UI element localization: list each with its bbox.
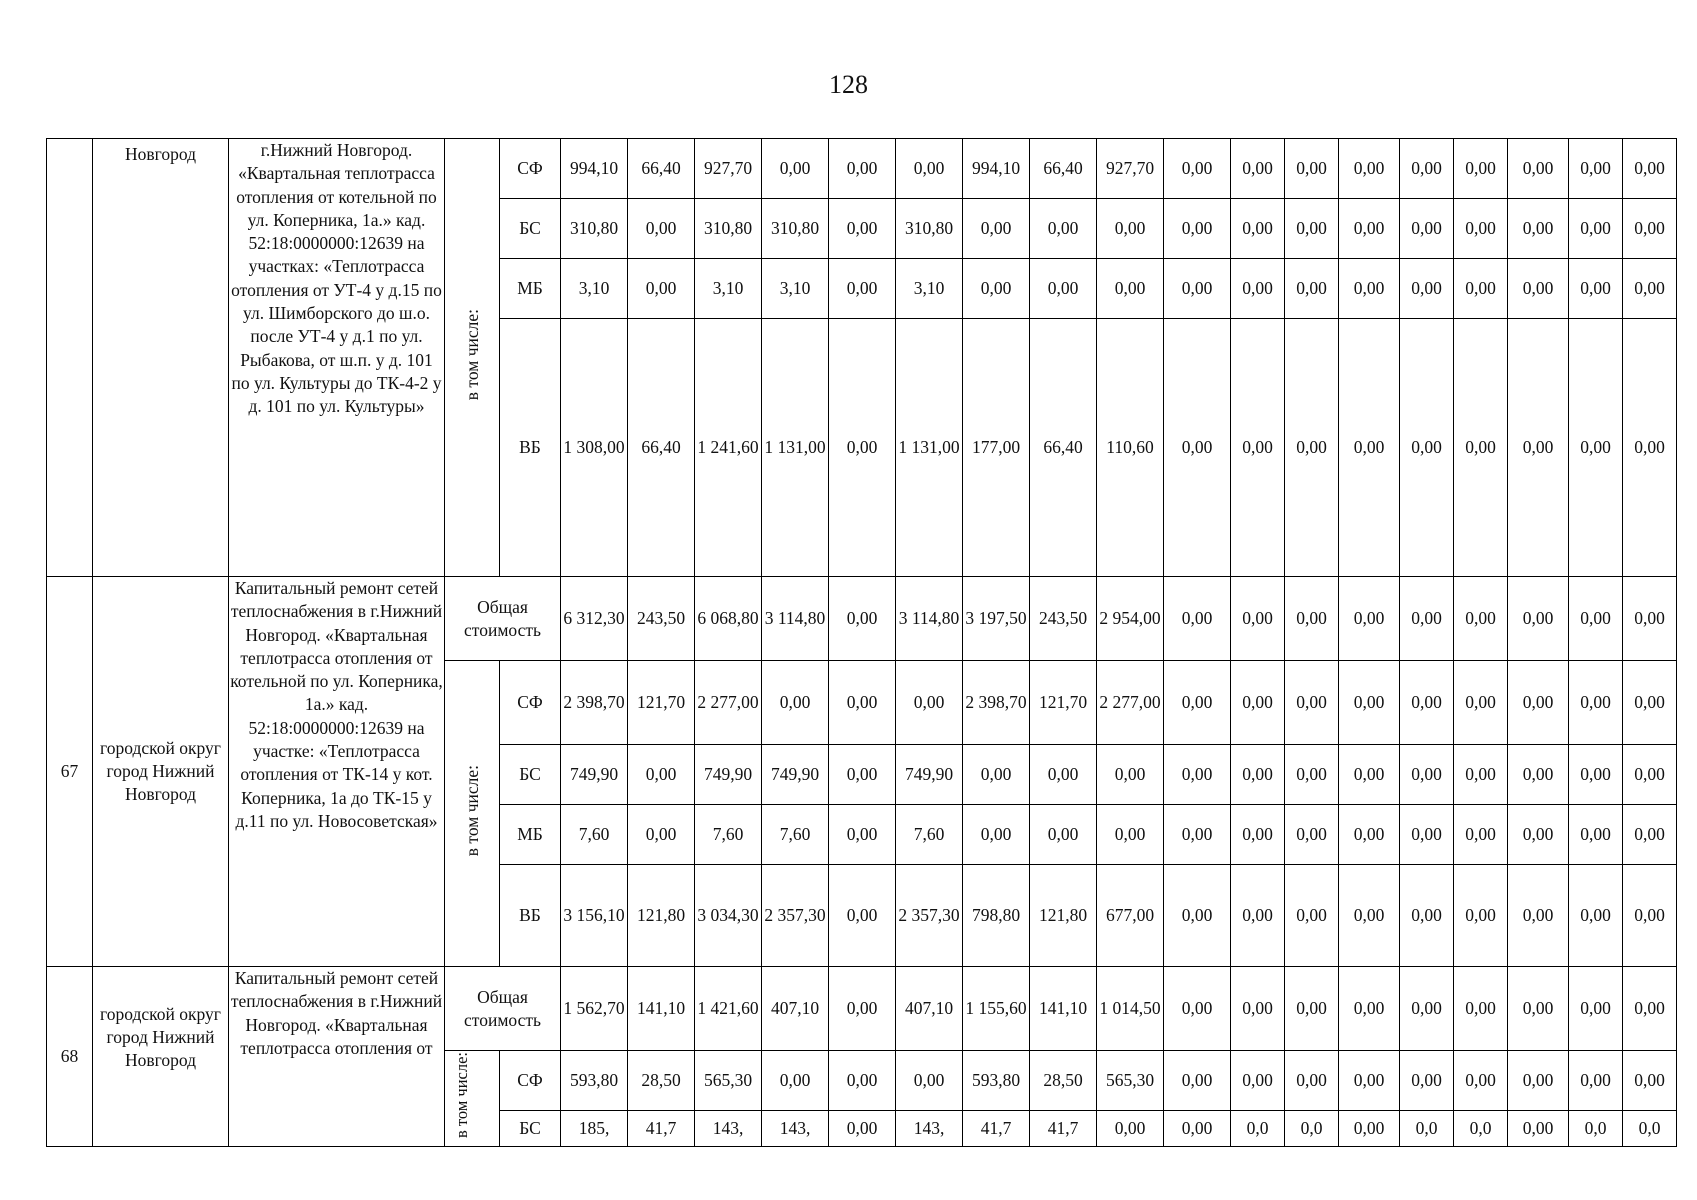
value-cell: 7,60 — [561, 805, 628, 865]
value-cell: 0,00 — [1400, 865, 1454, 967]
municipality-cell: Новгород — [93, 139, 229, 577]
value-cell: 0,00 — [1231, 577, 1285, 661]
value-cell: 0,00 — [1164, 319, 1231, 577]
value-cell: 3,10 — [695, 259, 762, 319]
value-cell: 0,00 — [1030, 259, 1097, 319]
value-cell: 0,00 — [1400, 199, 1454, 259]
value-cell: 0,00 — [1285, 805, 1339, 865]
value-cell: 0,00 — [1400, 661, 1454, 745]
page-number: 128 — [829, 70, 868, 99]
value-cell: 0,00 — [1508, 805, 1569, 865]
row-number-cell — [47, 139, 93, 577]
value-cell: 0,00 — [829, 661, 896, 745]
value-cell: 1 421,60 — [695, 967, 762, 1051]
value-cell: 0,00 — [963, 745, 1030, 805]
value-cell: 0,00 — [1164, 661, 1231, 745]
value-cell: 0,00 — [963, 199, 1030, 259]
value-cell: 141,10 — [1030, 967, 1097, 1051]
value-cell: 0,00 — [1454, 319, 1508, 577]
value-cell: 0,00 — [1339, 199, 1400, 259]
value-cell: 0,00 — [963, 805, 1030, 865]
value-cell: 0,00 — [1569, 661, 1623, 745]
value-cell: 3,10 — [561, 259, 628, 319]
value-cell: 0,00 — [1164, 259, 1231, 319]
value-cell: 66,40 — [628, 139, 695, 199]
value-cell: 0,00 — [1400, 967, 1454, 1051]
value-cell: 0,00 — [1569, 1051, 1623, 1111]
value-cell: 0,00 — [1454, 967, 1508, 1051]
value-cell: 0,00 — [829, 805, 896, 865]
value-cell: 0,00 — [896, 661, 963, 745]
value-cell: 0,00 — [1623, 1051, 1677, 1111]
funding-source-cell: СФ — [500, 139, 561, 199]
value-cell: 0,00 — [1231, 967, 1285, 1051]
value-cell: 0,00 — [1623, 967, 1677, 1051]
in-that-number-label: в том числе: — [452, 1052, 471, 1139]
table-row — [47, 139, 1677, 199]
funding-source-cell: СФ — [500, 1051, 561, 1111]
value-cell: 0,00 — [1623, 259, 1677, 319]
value-cell: 0,0 — [1400, 1111, 1454, 1147]
value-cell: 0,00 — [1454, 745, 1508, 805]
value-cell: 6 068,80 — [695, 577, 762, 661]
value-cell: 0,00 — [1030, 805, 1097, 865]
value-cell: 0,00 — [829, 967, 896, 1051]
value-cell: 0,00 — [1030, 745, 1097, 805]
value-cell: 0,00 — [1400, 1051, 1454, 1111]
value-cell: 0,00 — [1285, 1051, 1339, 1111]
value-cell: 994,10 — [963, 139, 1030, 199]
value-cell: 0,00 — [1400, 259, 1454, 319]
value-cell: 0,00 — [1400, 139, 1454, 199]
value-cell: 110,60 — [1097, 319, 1164, 577]
value-cell: 2 277,00 — [1097, 661, 1164, 745]
value-cell: 0,00 — [896, 139, 963, 199]
funding-source-cell: МБ — [500, 805, 561, 865]
value-cell: 407,10 — [896, 967, 963, 1051]
project-description-cell: Капитальный ремонт сетей теплоснабжения в г.Нижний Новгород. «Квартальная теплотрасса отопления от котельной по ул. Коперника, 1а.» кад. 52:18:0000000:12639 на участке: «Теплотрасса отопления от ТК-14 у кот. Коперника, 1а до ТК-15 у д.11 по ул. Новосоветская» — [229, 577, 445, 967]
value-cell: 0,00 — [1285, 967, 1339, 1051]
value-cell: 0,00 — [1339, 259, 1400, 319]
value-cell: 0,00 — [1623, 745, 1677, 805]
value-cell: 1 562,70 — [561, 967, 628, 1051]
value-cell: 1 131,00 — [896, 319, 963, 577]
value-cell: 0,00 — [1285, 259, 1339, 319]
value-cell: 2 398,70 — [561, 661, 628, 745]
row-number-cell: 68 — [47, 967, 93, 1147]
value-cell: 0,00 — [1164, 865, 1231, 967]
value-cell: 0,00 — [1339, 139, 1400, 199]
project-description-cell: Капитальный ремонт сетей теплоснабжения в г.Нижний Новгород. «Квартальная теплотрасса отопления от — [229, 967, 445, 1147]
value-cell: 28,50 — [628, 1051, 695, 1111]
value-cell: 0,00 — [1454, 865, 1508, 967]
value-cell: 0,00 — [1339, 967, 1400, 1051]
value-cell: 177,00 — [963, 319, 1030, 577]
value-cell: 3 034,30 — [695, 865, 762, 967]
value-cell: 0,00 — [829, 745, 896, 805]
value-cell: 143, — [896, 1111, 963, 1147]
in-that-number-label-cell — [445, 1051, 500, 1147]
value-cell: 0,00 — [829, 259, 896, 319]
value-cell: 2 954,00 — [1097, 577, 1164, 661]
value-cell: 0,00 — [1339, 805, 1400, 865]
value-cell: 0,00 — [1508, 259, 1569, 319]
in-that-number-label: в том числе: — [462, 308, 482, 401]
value-cell: 0,00 — [1231, 805, 1285, 865]
value-cell: 994,10 — [561, 139, 628, 199]
value-cell: 0,00 — [1164, 967, 1231, 1051]
value-cell: 0,00 — [762, 661, 829, 745]
funding-source-cell: БС — [500, 1111, 561, 1147]
value-cell: 0,00 — [896, 1051, 963, 1111]
value-cell: 141,10 — [628, 967, 695, 1051]
value-cell: 7,60 — [762, 805, 829, 865]
value-cell: 66,40 — [1030, 319, 1097, 577]
value-cell: 3 156,10 — [561, 865, 628, 967]
value-cell: 0,00 — [1285, 745, 1339, 805]
value-cell: 0,00 — [1285, 139, 1339, 199]
value-cell: 0,00 — [1569, 745, 1623, 805]
value-cell: 0,00 — [1339, 865, 1400, 967]
value-cell: 0,00 — [1231, 139, 1285, 199]
value-cell: 0,00 — [1623, 139, 1677, 199]
value-cell: 0,00 — [1164, 805, 1231, 865]
value-cell: 0,00 — [1339, 1111, 1400, 1147]
value-cell: 0,00 — [1400, 577, 1454, 661]
project-description-cell: г.Нижний Новгород. «Квартальная теплотрасса отопления от котельной по ул. Коперника, 1а.» кад. 52:18:0000000:12639 на участках: «Теплотрасса отопления от УТ-4 у д.15 по ул. Шимборского до ш.о. после УТ-4 у д.1 по ул. Рыбакова, от ш.п. у д. 101 по ул. Культуры до ТК-4-2 у д. 101 по ул. Культуры» — [229, 139, 445, 577]
funding-source-cell: МБ — [500, 259, 561, 319]
value-cell: 0,00 — [628, 805, 695, 865]
value-cell: 0,00 — [1569, 577, 1623, 661]
value-cell: 0,00 — [1508, 139, 1569, 199]
value-cell: 3,10 — [896, 259, 963, 319]
value-cell: 0,00 — [1508, 745, 1569, 805]
value-cell: 0,00 — [1164, 1051, 1231, 1111]
value-cell: 0,00 — [1623, 577, 1677, 661]
funding-source-cell: БС — [500, 745, 561, 805]
value-cell: 7,60 — [896, 805, 963, 865]
value-cell: 0,00 — [1097, 199, 1164, 259]
value-cell: 0,00 — [1508, 319, 1569, 577]
value-cell: 121,70 — [628, 661, 695, 745]
value-cell: 927,70 — [1097, 139, 1164, 199]
value-cell: 0,00 — [1231, 865, 1285, 967]
value-cell: 0,00 — [1097, 745, 1164, 805]
value-cell: 593,80 — [561, 1051, 628, 1111]
value-cell: 0,00 — [1339, 319, 1400, 577]
value-cell: 0,00 — [1569, 967, 1623, 1051]
value-cell: 0,00 — [963, 259, 1030, 319]
municipality-cell: городской округ город Нижний Новгород — [93, 967, 229, 1147]
value-cell: 41,7 — [963, 1111, 1030, 1147]
value-cell: 41,7 — [1030, 1111, 1097, 1147]
value-cell: 0,00 — [1231, 199, 1285, 259]
value-cell: 3 114,80 — [896, 577, 963, 661]
value-cell: 0,00 — [1231, 319, 1285, 577]
value-cell: 749,90 — [896, 745, 963, 805]
value-cell: 0,00 — [1508, 199, 1569, 259]
value-cell: 0,00 — [1030, 199, 1097, 259]
value-cell: 0,0 — [1454, 1111, 1508, 1147]
value-cell: 310,80 — [762, 199, 829, 259]
value-cell: 0,00 — [1623, 199, 1677, 259]
in-that-number-label-cell — [445, 661, 500, 967]
value-cell: 7,60 — [695, 805, 762, 865]
funding-source-cell: ВБ — [500, 865, 561, 967]
value-cell: 565,30 — [1097, 1051, 1164, 1111]
value-cell: 0,00 — [829, 139, 896, 199]
value-cell: 0,00 — [1164, 745, 1231, 805]
value-cell: 0,00 — [1164, 577, 1231, 661]
value-cell: 0,0 — [1231, 1111, 1285, 1147]
value-cell: 0,00 — [1285, 865, 1339, 967]
value-cell: 0,00 — [1454, 1051, 1508, 1111]
value-cell: 0,00 — [1454, 259, 1508, 319]
value-cell: 0,00 — [1231, 745, 1285, 805]
value-cell: 1 014,50 — [1097, 967, 1164, 1051]
value-cell: 0,00 — [1454, 577, 1508, 661]
value-cell: 0,00 — [829, 199, 896, 259]
value-cell: 243,50 — [1030, 577, 1097, 661]
value-cell: 0,00 — [1623, 805, 1677, 865]
value-cell: 0,00 — [628, 745, 695, 805]
value-cell: 121,80 — [628, 865, 695, 967]
value-cell: 0,00 — [1454, 661, 1508, 745]
value-cell: 3 197,50 — [963, 577, 1030, 661]
value-cell: 143, — [762, 1111, 829, 1147]
value-cell: 0,00 — [628, 199, 695, 259]
value-cell: 0,00 — [829, 1051, 896, 1111]
value-cell: 6 312,30 — [561, 577, 628, 661]
value-cell: 0,00 — [1508, 661, 1569, 745]
in-that-number-label: в том числе: — [462, 764, 482, 857]
value-cell: 0,0 — [1569, 1111, 1623, 1147]
value-cell: 565,30 — [695, 1051, 762, 1111]
funding-source-cell: СФ — [500, 661, 561, 745]
value-cell: 310,80 — [896, 199, 963, 259]
value-cell: 0,00 — [1454, 139, 1508, 199]
table-row — [47, 967, 1677, 1051]
value-cell: 749,90 — [561, 745, 628, 805]
value-cell: 677,00 — [1097, 865, 1164, 967]
value-cell: 0,00 — [829, 319, 896, 577]
value-cell: 0,00 — [1623, 319, 1677, 577]
value-cell: 310,80 — [695, 199, 762, 259]
value-cell: 121,80 — [1030, 865, 1097, 967]
value-cell: 0,0 — [1623, 1111, 1677, 1147]
budget-table — [46, 138, 1677, 1147]
value-cell: 0,00 — [1285, 319, 1339, 577]
value-cell: 121,70 — [1030, 661, 1097, 745]
value-cell: 243,50 — [628, 577, 695, 661]
value-cell: 0,00 — [1508, 967, 1569, 1051]
value-cell: 0,00 — [762, 1051, 829, 1111]
value-cell: 0,00 — [1569, 865, 1623, 967]
value-cell: 0,0 — [1285, 1111, 1339, 1147]
total-cost-label: Общая стоимость — [445, 577, 561, 661]
value-cell: 593,80 — [963, 1051, 1030, 1111]
value-cell: 0,00 — [1164, 199, 1231, 259]
value-cell: 2 277,00 — [695, 661, 762, 745]
value-cell: 0,00 — [1164, 1111, 1231, 1147]
value-cell: 1 155,60 — [963, 967, 1030, 1051]
value-cell: 749,90 — [695, 745, 762, 805]
value-cell: 1 308,00 — [561, 319, 628, 577]
value-cell: 143, — [695, 1111, 762, 1147]
value-cell: 0,00 — [829, 577, 896, 661]
value-cell: 0,00 — [1339, 577, 1400, 661]
value-cell: 407,10 — [762, 967, 829, 1051]
municipality-cell: городской округ город Нижний Новгород — [93, 577, 229, 967]
value-cell: 0,00 — [1097, 259, 1164, 319]
value-cell: 0,00 — [1454, 805, 1508, 865]
value-cell: 0,00 — [829, 1111, 896, 1147]
value-cell: 185, — [561, 1111, 628, 1147]
value-cell: 0,00 — [1231, 1051, 1285, 1111]
value-cell: 0,00 — [1508, 1051, 1569, 1111]
value-cell: 0,00 — [829, 865, 896, 967]
value-cell: 0,00 — [1231, 661, 1285, 745]
funding-source-cell: БС — [500, 199, 561, 259]
value-cell: 0,00 — [1508, 577, 1569, 661]
funding-source-cell: ВБ — [500, 319, 561, 577]
value-cell: 0,00 — [1097, 805, 1164, 865]
value-cell: 28,50 — [1030, 1051, 1097, 1111]
value-cell: 0,00 — [1400, 745, 1454, 805]
value-cell: 749,90 — [762, 745, 829, 805]
value-cell: 310,80 — [561, 199, 628, 259]
value-cell: 927,70 — [695, 139, 762, 199]
value-cell: 2 398,70 — [963, 661, 1030, 745]
value-cell: 798,80 — [963, 865, 1030, 967]
value-cell: 66,40 — [628, 319, 695, 577]
value-cell: 0,00 — [1400, 319, 1454, 577]
total-cost-label: Общая стоимость — [445, 967, 561, 1051]
value-cell: 0,00 — [1097, 1111, 1164, 1147]
value-cell: 1 241,60 — [695, 319, 762, 577]
value-cell: 0,00 — [1569, 319, 1623, 577]
value-cell: 0,00 — [1569, 805, 1623, 865]
value-cell: 41,7 — [628, 1111, 695, 1147]
value-cell: 0,00 — [1623, 661, 1677, 745]
value-cell: 0,00 — [1285, 199, 1339, 259]
value-cell: 3 114,80 — [762, 577, 829, 661]
value-cell: 0,00 — [1569, 139, 1623, 199]
table-row — [47, 577, 1677, 661]
value-cell: 0,00 — [1164, 139, 1231, 199]
value-cell: 0,00 — [1285, 577, 1339, 661]
value-cell: 0,00 — [1454, 199, 1508, 259]
value-cell: 1 131,00 — [762, 319, 829, 577]
value-cell: 0,00 — [1285, 661, 1339, 745]
value-cell: 0,00 — [1339, 745, 1400, 805]
value-cell: 66,40 — [1030, 139, 1097, 199]
value-cell: 0,00 — [1508, 1111, 1569, 1147]
row-number-cell: 67 — [47, 577, 93, 967]
value-cell: 0,00 — [1339, 661, 1400, 745]
value-cell: 0,00 — [762, 139, 829, 199]
value-cell: 0,00 — [1231, 259, 1285, 319]
value-cell: 0,00 — [1339, 1051, 1400, 1111]
in-that-number-label-cell — [445, 139, 500, 577]
value-cell: 2 357,30 — [762, 865, 829, 967]
value-cell: 0,00 — [1569, 199, 1623, 259]
value-cell: 2 357,30 — [896, 865, 963, 967]
value-cell: 0,00 — [1400, 805, 1454, 865]
value-cell: 0,00 — [1508, 865, 1569, 967]
value-cell: 0,00 — [1623, 865, 1677, 967]
value-cell: 0,00 — [628, 259, 695, 319]
value-cell: 3,10 — [762, 259, 829, 319]
value-cell: 0,00 — [1569, 259, 1623, 319]
